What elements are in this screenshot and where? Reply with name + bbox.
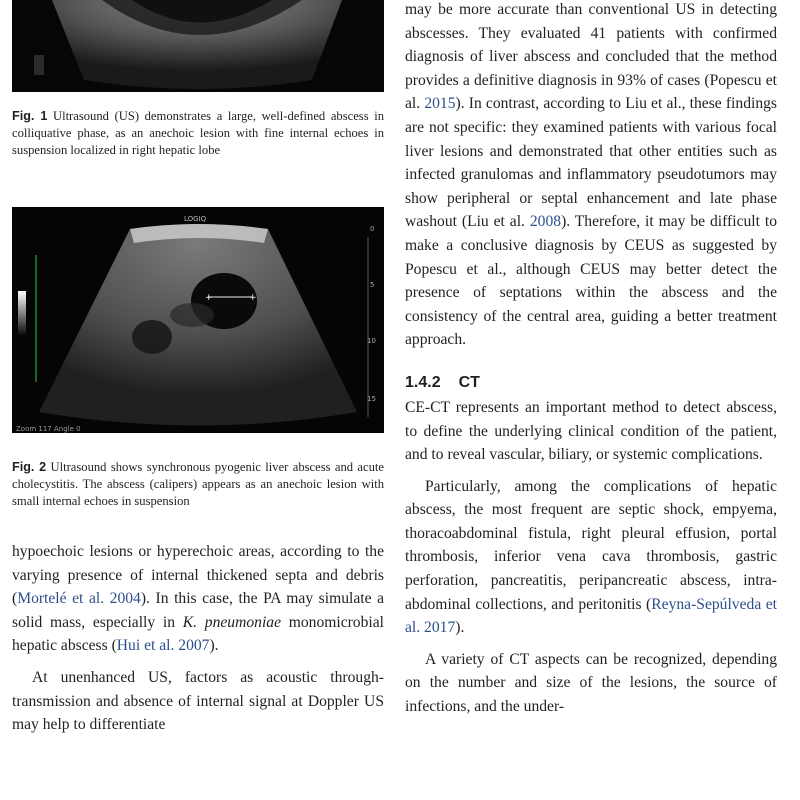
citation-liu[interactable]: 2008: [529, 213, 562, 231]
right-paragraph-4: A variety of CT aspects can be recognized, depending on the number and size of the lesions, the source of infections, and the under-: [405, 650, 777, 716]
svg-text:+: +: [249, 293, 257, 303]
section-number: 1.4.2: [405, 373, 441, 391]
svg-text:+: +: [205, 293, 213, 303]
right-p1-text-b: ). In contrast, according to Liu et al., these findings are not specific: they examined patients with various focal liver lesions and demonstrated that other entities such as infected granulomas and inflammatory pseudotumors may show peripheral or septal enhancement and late phase washout (Liu et al.: [405, 95, 777, 231]
citation-popescu[interactable]: 2015: [424, 95, 456, 113]
right-p3-text-a: Particularly, among the complications of hepatic abscess, the most frequent are septic shock, empyema, thoracoabdominal fistula, right pleural effusion, portal thrombosis, inferior vena cava thrombosis, gastric perforation, pancreatitis, peripancreatic abscess, intra-abdominal collections, and peritonitis (: [405, 477, 777, 613]
figure-2-depth-5: 5: [370, 281, 375, 289]
section-title: CT: [458, 373, 480, 391]
figure-1-ultrasound-image: [12, 0, 384, 92]
right-paragraph-1: [405, 0, 777, 352]
citation-hui[interactable]: Hui et al. 2007: [116, 637, 210, 655]
left-p1-text-d: ).: [209, 637, 219, 655]
left-column: [12, 0, 384, 737]
figure-1-caption: [12, 108, 384, 159]
figure-2-depth-15: 15: [367, 395, 376, 403]
figure-1-caption-text: Ultrasound (US) demonstrates a large, well-defined abscess in colliquative phase, as an anechoic lesion with fine internal echoes in suspension localized in right hepatic lobe: [12, 109, 384, 157]
citation-reyna-sepulveda[interactable]: Reyna-Sepúlveda et al. 2017: [405, 595, 777, 637]
figure-2-model-label: S8: [189, 223, 198, 231]
figure-2-ultrasound-image: [12, 207, 384, 433]
right-p3-text-b: ).: [455, 619, 465, 637]
figure-2-caption-text: Ultrasound shows synchronous pyogenic liver abscess and acute cholecystitis. The abscess (calipers) appears as an anechoic lesion with small internal echoes in suspension: [12, 460, 384, 508]
left-p1-text-a: hypoechoic lesions or hyperechoic areas, according to the varying presence of internal thickened septa and debris (: [12, 543, 384, 608]
figure-1-label: Fig. 1: [12, 109, 48, 123]
figure-2-depth-10: 10: [367, 337, 376, 345]
right-column: [405, 0, 777, 719]
figure-2-scan-graphic: [12, 207, 384, 433]
figure-2-logiq-label: LOGIQ: [184, 215, 207, 223]
left-p1-text-c: monomicrobial hepatic abscess (: [12, 613, 384, 655]
left-p1-text-b: ). In this case, the PA may simulate a solid mass, especially in: [12, 590, 385, 631]
left-p1-italic-organism: K. pneumoniae: [182, 613, 281, 631]
right-paragraph-2: CE-CT represents an important method to detect abscess, to define the underlying clinical condition of the patient, and to reveal vascular, biliary, or systemic complications.: [405, 398, 777, 464]
citation-mortele[interactable]: Mortelé et al. 2004: [17, 590, 141, 608]
section-heading-ct: [405, 374, 777, 392]
figure-2-label: Fig. 2: [12, 460, 47, 474]
figure-2-caption: [12, 459, 384, 510]
figure-1-scan-graphic: [12, 0, 384, 92]
figure-2-zoom-label: Zoom 117 Angle 0: [16, 425, 81, 433]
left-paragraph-1: [12, 540, 384, 658]
left-paragraph-2: At unenhanced US, factors as acoustic through-transmission and absence of internal signal at Doppler US may help to differentiate: [12, 668, 384, 734]
right-p1-text-c: ). Therefore, it may be difficult to make a conclusive diagnosis by CEUS as suggested by Popescu et al., although CEUS may better detect the presence of septations within the abscess and the consistency of the central area, guiding a better treatment approach.: [405, 213, 777, 349]
right-paragraph-3: [405, 475, 777, 640]
right-p1-text-a: may be more accurate than conventional US in detecting abscesses. They evaluated 41 patients with confirmed diagnosis of liver abscess and concluded that the method provides a definitive diagnosis in 93% of cases (Popescu et al.: [405, 1, 777, 113]
figure-2-depth-0: 0: [370, 225, 375, 233]
